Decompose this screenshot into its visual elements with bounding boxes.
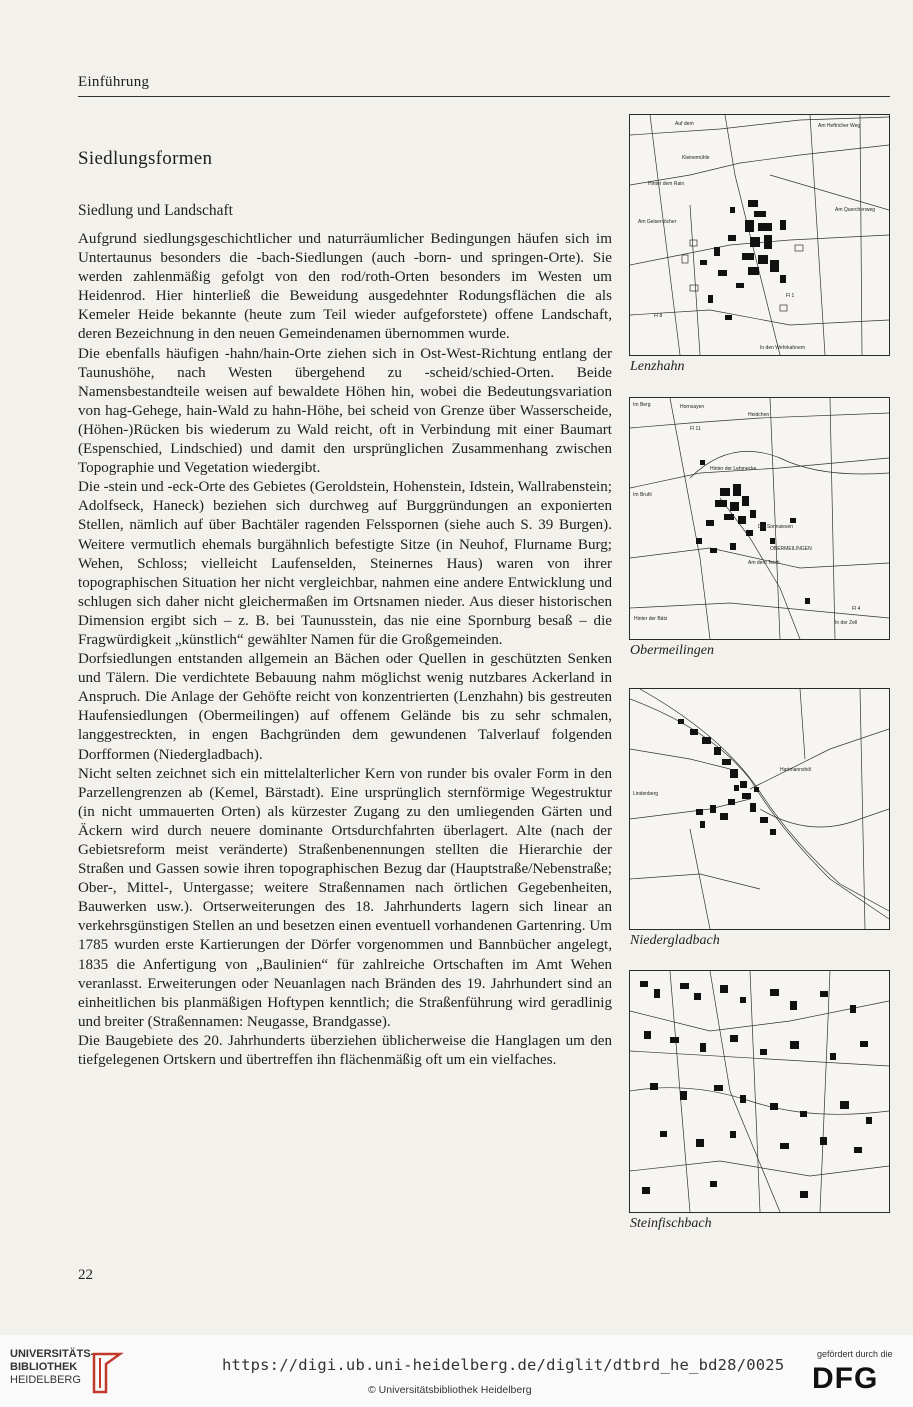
map-label: Im Berg <box>633 402 651 408</box>
copyright-notice: © Universitätsbibliothek Heidelberg <box>368 1384 532 1396</box>
running-head: Einführung <box>78 74 150 90</box>
map-steinfischbach <box>629 970 890 1213</box>
map-label: Kleinemühle <box>682 155 710 161</box>
map-label: Lindenberg <box>633 791 659 797</box>
dfg-logo[interactable]: DFG <box>812 1362 879 1395</box>
map-label: In der Zell <box>835 620 858 626</box>
paragraph-1: Aufgrund siedlungsgeschichtlicher und naturräumlicher Bedingungen häufen sich im Untertaunus besonders die -bach-Siedlungen (auch -born- und springen-Orte). Sie werden zahlenmäßig gefolgt von den rod/roth-Orten besonders im Westen um Heidenrod. Hier hinterließ die Beweidung ausgedehnter Rodungsflächen die als Kemeler Heide bekannte (heute zum Teil wieder aufgeforstete) offene Landschaft, deren Bezeichnung in den neuen Gemeindenamen übernommen wurde. <box>78 231 612 343</box>
subsection-title: Siedlung und Landschaft <box>78 202 233 219</box>
funding-note: gefördert durch die <box>817 1349 893 1359</box>
map-label: Fl 1 <box>786 293 795 299</box>
map-caption-obermeilingen: Obermeilingen <box>630 643 714 658</box>
map-label: Hinter der Bätz <box>634 616 668 622</box>
paragraph-6: Die Baugebiete des 20. Jahrhunderts überziehen üblicherweise die Hanglagen um den tiefgelegenen Ortskern und übertreffen ihn flächenmäßig oft um ein vielfaches. <box>78 1032 612 1069</box>
map-label: Fl 8 <box>654 313 663 319</box>
map-label: Am dem Teich <box>748 560 780 566</box>
map-label: Fl 4 <box>852 606 861 612</box>
library-name-line1: UNIVERSITÄTS- <box>10 1348 95 1360</box>
map-label: Hartmannshöl <box>780 767 812 773</box>
paragraph-5: Nicht selten zeichnet sich ein mittelalterlicher Kern von runder bis ovaler Form in den Parzellengrenzen ab (Kemel, Bärstadt). Eine ursprünglich sternförmige Wegestruktur (in nicht ummauerten Orten) als kürzester Zugang zu den umliegenden Gärten und Äckern wird durch neuere dominante Ortsdurchfahrten überlagert. Alte (nach der Gebietsreform meist veränderte) Straßenbenennungen stellten die Hierarchie der Straßen und Gassen sowie ihren topographischen Bezug dar (Hauptstraße/Nebenstraße; Ober-, Mittel-, Untergasse; weitere Straßennamen nach örtlichen Gegebenheiten, Bauwerken usw.). Ortserweiterungen des 18. Jahrhunderts lagern sich linear an verkehrsgünstigen Stellen an und besetzen einen eventuell vorhandenen Gartenring. Um 1785 wurden erste Kartierungen der Dörfer vorgenommen und Bannbücher angelegt, 1835 die Anfertigung von „Baulinien“ für zahlreiche Ortschaften im Amt Wehen veranlasst. Erweiterungen oder Neuanlagen nach Bränden des 19. Jahrhundert sind an einheitlichen bis planmäßigen Hoftypen kenntlich; die Straßenführung wird geradlinig und breiter (Straßennamen: Neugasse, Brandgasse). <box>78 765 612 1030</box>
map-label: Am Querchenweg <box>835 207 876 213</box>
map-label: Hornsayen <box>680 404 705 410</box>
map-label: OBERMEILINGEN <box>770 546 812 552</box>
map-label: Hinter dem Rain <box>648 181 685 187</box>
map-caption-steinfischbach: Steinfischbach <box>630 1216 712 1231</box>
map-label: Die Sonnsiesen <box>758 524 794 530</box>
library-name-line3: HEIDELBERG <box>10 1374 81 1386</box>
map-caption-niedergladbach: Niedergladbach <box>630 933 720 948</box>
map-niedergladbach <box>629 688 890 930</box>
paragraph-4: Dorfsiedlungen entstanden allgemein an Bächen oder Quellen in geschützten Senken und Tälern. Die verdichtete Bebauung nahm möglichst wenig nutzbares Ackerland in Anspruch. Die Anlage der Gehöfte reicht von konzentrierten (Lenzhahn) bis gestreuten Haufensiedlungen (Obermeilingen) auf offenem Gelände bis zu sehr schmalen, langgestreckten, in engen Bachgründen dem gewundenen Talverlauf folgenden Dorfformen (Niedergladbach). <box>78 651 612 763</box>
section-title: Siedlungsformen <box>78 148 213 169</box>
map-label: Am Geisenlöcher <box>638 219 677 225</box>
map-label: Heidchen <box>748 412 770 418</box>
map-label: Hinter der Lehmecke <box>710 466 757 472</box>
map-label: Am Heftricher Weg <box>818 123 861 129</box>
map-lenzhahn <box>629 114 890 356</box>
page-number: 22 <box>78 1267 93 1283</box>
map-obermeilingen <box>629 397 890 640</box>
map-label: In den Wehrkahnern <box>760 345 806 351</box>
body-text <box>78 230 612 1070</box>
paragraph-3: Die -stein und -eck-Orte des Gebietes (Geroldstein, Hohenstein, Idstein, Wallrabenstein; Adolfseck, Haneck) beziehen sich durchweg auf Burggründungen an exponierten Stellen, nämlich auf über Bachtäler ragenden Felsspornen (siehe auch S. 39 Burgen). Weitere vermutlich ehemals burgähnlich befestigte Sitze (in Neuhof, Flurname Burg; Wehen, Schloss; vielleicht Laufenselden, Steinernes Haus) waren von ihrer topographischen Situation her nicht vergleichbar, nahmen eine andere Entwicklung und schlugen sich daher nicht gleichermaßen im Ortsnamen nieder. Aus dieser historischen Dimension ergibt sich – z. B. bei Taunusstein, das nie eine Spornburg besaß – die Fragwürdigkeit „künstlich“ gewählter Namen für die Großgemeinden. <box>78 479 612 648</box>
library-emblem-icon <box>80 1350 128 1396</box>
header-rule <box>78 96 890 97</box>
paragraph-2: Die ebenfalls häufigen -hahn/hain-Orte ziehen sich in Ost-West-Richtung entlang der Taunushöhe, nach Westen übergehend zu -scheid/schied-Orten. Beide Namensbestandteile weisen auf bewaldete Höhen hin, wobei die Bedeutungsvariation von hag-Gehege, hain-Wald zu hahn-Höhe, bei scheid von Grenze über Wasserscheide, (Höhen-)Rücken bis wiederum zu Wald reicht, oft in Verbindung mit einer Baumart (Espenschied, Lindschied) und damit den ursprünglichen Zusammenhang zwischen Topographie und Vegetation wiedergibt. <box>78 345 612 477</box>
map-label: Fl 11 <box>690 426 701 432</box>
map-caption-lenzhahn: Lenzhahn <box>630 359 685 374</box>
library-name-line2: BIBLIOTHEK <box>10 1361 78 1373</box>
map-label: Auf dem <box>675 121 694 127</box>
map-label: Im Bruhl <box>633 492 652 498</box>
permalink-url[interactable]: https://digi.ub.uni-heidelberg.de/diglit/dtbrd_he_bd28/0025 <box>222 1356 785 1374</box>
